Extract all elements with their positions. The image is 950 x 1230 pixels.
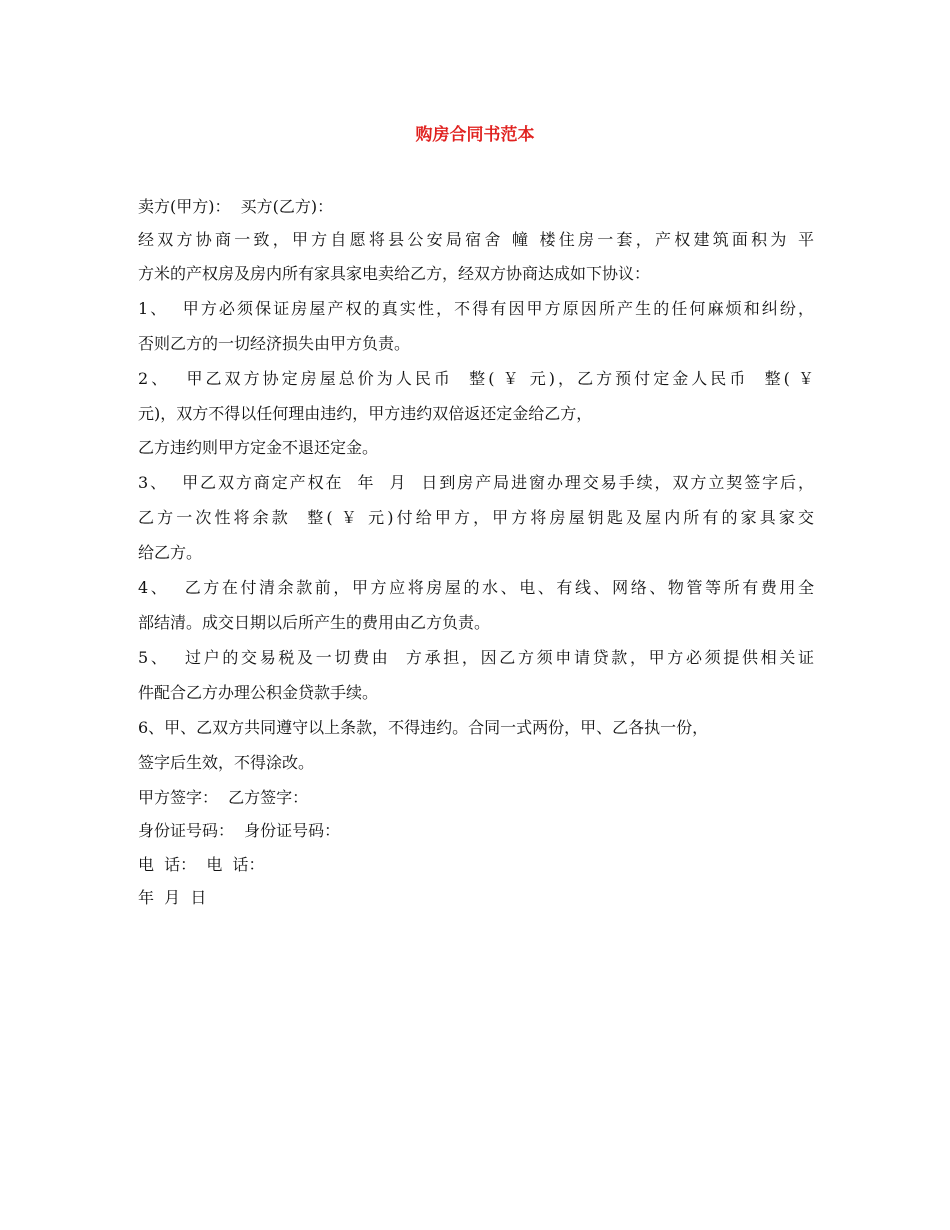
intro-line-1: 经双方协商一致，甲方自愿将县公安局宿舍 幢 楼住房一套，产权建筑面积为 平 xyxy=(138,230,814,249)
parties-line: 卖方(甲方)： 买方(乙方)： xyxy=(138,197,334,216)
clause-4-line-1: 4、 乙方在付清余款前，甲方应将房屋的水、电、有线、网络、物管等所有费用全 xyxy=(138,578,814,597)
clause-6-line-2: 签字后生效，不得涂改。 xyxy=(138,753,315,772)
intro-line-2: 方米的产权房及房内所有家具家电卖给乙方，经双方协商达成如下协议： xyxy=(138,264,651,283)
clause-5-line-2: 件配合乙方办理公积金贷款手续。 xyxy=(138,683,379,702)
clause-2-line-2: 元)，双方不得以任何理由违约，甲方违约双倍返还定金给乙方， xyxy=(138,404,593,423)
id-number-line: 身份证号码： 身份证号码： xyxy=(138,821,341,840)
clause-2-line-1: 2、 甲乙双方协定房屋总价为人民币 整( ￥ 元)，乙方预付定金人民币 整( ￥ xyxy=(138,369,814,388)
clause-3-line-3: 给乙方。 xyxy=(138,543,203,562)
clause-3-line-1: 3、 甲乙双方商定产权在 年 月 日到房产局进窗办理交易手续，双方立契签字后， xyxy=(138,473,814,492)
clause-4-line-2: 部结清。成交日期以后所产生的费用由乙方负责。 xyxy=(138,613,491,632)
clause-6-line-1: 6、甲、乙双方共同遵守以上条款，不得违约。合同一式两份，甲、乙各执一份， xyxy=(138,718,709,737)
clause-2-line-3: 乙方违约则甲方定金不退还定金。 xyxy=(138,438,379,457)
document-title: 购房合同书范本 xyxy=(415,125,535,145)
clause-1-line-1: 1、 甲方必须保证房屋产权的真实性，不得有因甲方原因所产生的任何麻烦和纠纷， xyxy=(138,299,814,318)
signature-line: 甲方签字： 乙方签字： xyxy=(138,788,309,807)
clause-5-line-1: 5、 过户的交易税及一切费由 方承担，因乙方须申请贷款，甲方必须提供相关证 xyxy=(138,648,814,667)
date-line: 年 月 日 xyxy=(138,888,207,907)
phone-line: 电 话： 电 话： xyxy=(138,855,265,874)
clause-3-line-2: 乙方一次性将余款 整( ￥ 元)付给甲方，甲方将房屋钥匙及屋内所有的家具家交 xyxy=(138,508,814,527)
clause-1-line-2: 否则乙方的一切经济损失由甲方负责。 xyxy=(138,334,411,353)
